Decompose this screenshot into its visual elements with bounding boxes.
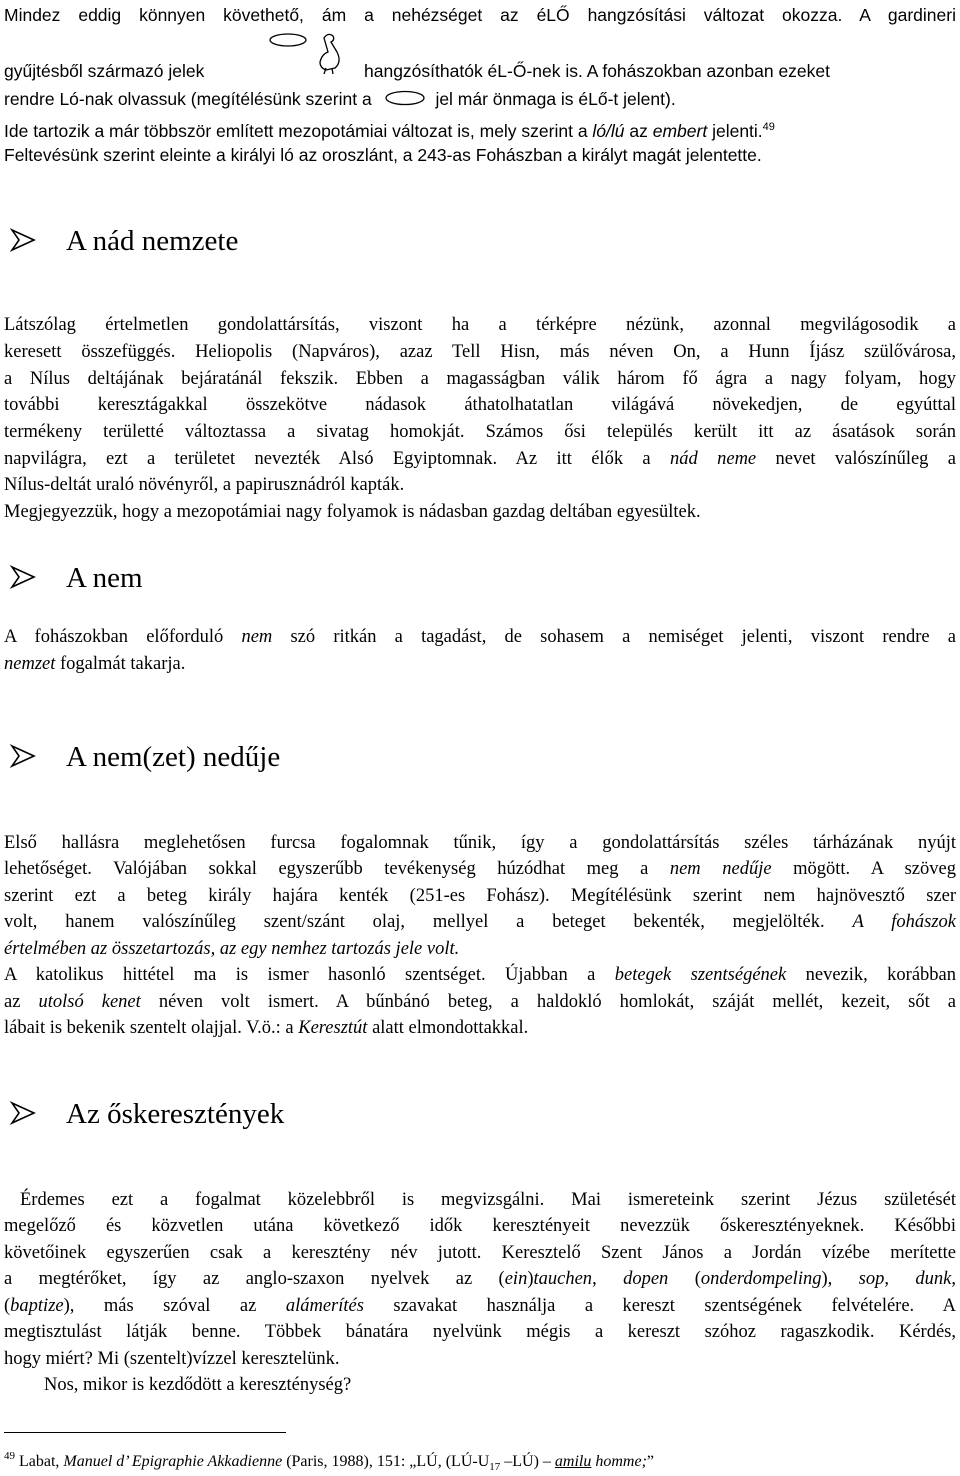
intro-line-4 (4, 114, 775, 144)
text: szó ritkán a tagadást, de sohasem a nemiséget jelenti, viszont rendre a (272, 627, 956, 647)
arrow-bullet-icon (10, 1101, 36, 1125)
text: volt, hanem valószínűleg szent/szánt olaj, mellyel a beteget bekenték, megjelölték. (4, 912, 853, 932)
paragraph-line (20, 1187, 956, 1213)
paragraph-line (44, 1372, 351, 1398)
text: ), más szóval az (63, 1296, 286, 1316)
text: további keresztágakkal összekötve nádasok áthatolhatatlan világává növekedjen, de egyúttal (4, 395, 956, 415)
text: a megtérőket, így az anglo-szaxon nyelvek az ( (4, 1269, 505, 1289)
text: Első hallásra meglehetősen furcsa fogalomnak tűnik, így a gondolattársítás széles tárházának nyújt (4, 833, 956, 853)
paragraph-line (4, 883, 956, 909)
text: szerint ezt a beteg király hajára kenték (251-es Fohász). Megítélésünk szerint nem hajnövesztő szer (4, 886, 956, 906)
text: alatt elmondottakkal. (367, 1018, 529, 1038)
heading-text: A nád nemzete (66, 225, 239, 257)
paragraph-line (4, 936, 459, 962)
text: ), (821, 1269, 859, 1289)
text: jel már önmaga is éLő-t jelent). (435, 89, 676, 109)
text: az (624, 121, 653, 141)
text: dunk (915, 1269, 952, 1289)
section-heading (10, 740, 280, 774)
text: Nos, mikor is kezdődött a kereszténység? (44, 1375, 352, 1395)
footnote-divider (4, 1432, 286, 1433)
text: Labat, (15, 1453, 64, 1470)
paragraph-line (4, 624, 956, 650)
text: tauchen (533, 1269, 593, 1289)
text: nád neme (670, 449, 757, 469)
paragraph-line (4, 856, 956, 882)
text: lábait is bekenik szentelt olajjal. V.ö.: a (4, 1018, 299, 1038)
text: Manuel d’ Epigraphie Akkadienne (63, 1453, 283, 1470)
text: 17 (489, 1461, 501, 1473)
heading-text: Az őskeresztények (66, 1098, 285, 1130)
text: nem (241, 627, 273, 647)
text: a Nílus deltájának bejáratánál fekszik. Ebben a magasságban válik három fő ágra a nagy folyam, hogy (4, 369, 956, 389)
arrow-bullet-icon (10, 228, 36, 252)
paragraph-line (4, 1015, 528, 1041)
text: ló/lú (592, 121, 625, 141)
text: Ide tartozik a már többször említett mezopotámiai változat is, mely szerint a (4, 121, 593, 141)
text: szavakat használja a kereszt szentségének felvételére. A (363, 1296, 956, 1316)
paragraph-line (4, 989, 956, 1015)
text: alámerítés (285, 1296, 364, 1316)
text: nem nedűje (669, 859, 772, 879)
paragraph-line (4, 1266, 956, 1292)
footnote-number: 49 (4, 1450, 15, 1462)
text: A fohászokban előforduló (4, 627, 242, 647)
text: , (592, 1269, 624, 1289)
paragraph-line (4, 909, 956, 935)
text: Mindez eddig könnyen követhető, ám a nehézséget az éLŐ hangzósítási változat okozza. A gardineri (4, 5, 956, 25)
text: Megjegyezzük, hogy a mezopotámiai nagy folyamok is nádasban gazdag deltában egyesültek. (4, 502, 701, 522)
text: betegek szentségének (614, 965, 787, 985)
paragraph-line (4, 419, 956, 445)
paragraph-line (4, 962, 956, 988)
text: jelenti. (707, 121, 763, 141)
text: ) (527, 1269, 534, 1289)
text: amilu (554, 1453, 592, 1470)
section-heading (10, 224, 238, 258)
text: utolsó kenet (38, 992, 141, 1012)
text: ( (668, 1269, 701, 1289)
text: az (4, 992, 39, 1012)
arrow-bullet-icon (10, 565, 36, 589)
intro-line-5 (4, 142, 762, 168)
text: lehetőséget. Valójában sokkal egyszerűbb tevékenység húzódhat meg a (4, 859, 670, 879)
text: dopen (623, 1269, 669, 1289)
text: Feltevésünk szerint eleinte a királyi ló az oroszlánt, a 243-as Fohászban a királyt magát jelentette. (4, 145, 762, 165)
text: nevezik, korábban (786, 965, 957, 985)
text: baptize (10, 1296, 64, 1316)
text: nemzet (4, 654, 56, 674)
text: fogalmát takarja. (55, 654, 186, 674)
text: homme; (595, 1453, 647, 1470)
text: Keresztút (298, 1018, 368, 1038)
text: rendre Ló-nak olvassuk (megítélésünk szerint a (4, 89, 372, 109)
paragraph-line (4, 1293, 956, 1319)
paragraph-line (4, 312, 956, 338)
section-heading (10, 561, 143, 595)
text: A katolikus hittétel ma is ismer hasonló szentséget. Újabban a (4, 965, 615, 985)
text: –LÚ) – (500, 1453, 555, 1470)
text: A fohászok (852, 912, 956, 932)
text: ( (4, 1296, 11, 1316)
paragraph-line (4, 392, 956, 418)
text: ein (504, 1269, 528, 1289)
text: követőinek egyszerűen csak a keresztény név jutott. Keresztelő Szent János a Jordán vízébe merítette (4, 1243, 956, 1263)
text: onderdompeling (700, 1269, 822, 1289)
section-heading (10, 1097, 284, 1131)
text: , (884, 1269, 916, 1289)
paragraph-line (4, 1346, 339, 1372)
text: mögött. A szöveg (771, 859, 956, 879)
text: termékeny területté változtassa a sivatag homokját. Számos ősi település került itt az ásatások során (4, 422, 956, 442)
paragraph-line (4, 1240, 956, 1266)
paragraph-line (4, 446, 956, 472)
intro-line-3 (4, 86, 676, 112)
paragraph-line (4, 1213, 956, 1239)
text: ” (646, 1453, 655, 1470)
text: megelőző és közvetlen utána következő idők keresztényeit nevezzük őskeresztényeknek. Későbbi (4, 1216, 956, 1236)
text: nevet valószínűleg a (756, 449, 956, 469)
text: gyűjtésből származó jelek (4, 61, 205, 81)
paragraph-line (4, 651, 185, 677)
paragraph-line (4, 472, 404, 498)
text: megtisztulást látják benne. Többek bánatára nyelvünk mégis a kereszt szóhoz ragaszkodik. Kérdés, (4, 1322, 956, 1342)
hieroglyph-mouth-bird-icon (266, 30, 356, 74)
text: napvilágra, ezt a területet nevezték Alsó Egyiptomnak. Az itt élők a (4, 449, 670, 469)
hieroglyph-mouth-icon (383, 88, 429, 108)
heading-text: A nem(zet) nedűje (66, 741, 281, 773)
text: Érdemes ezt a fogalmat közelebbről is megvizsgálni. Mai ismereteink szerint Jézus születését (20, 1190, 956, 1210)
text: hogy miért? Mi (szentelt)vízzel keresztelünk. (4, 1349, 340, 1369)
text: hangzósíthatók éL-Ő-nek is. A fohászokban azonban ezeket (364, 61, 831, 81)
paragraph-line (4, 339, 956, 365)
intro-line-1 (4, 2, 956, 28)
intro-line-2 (4, 58, 956, 84)
paragraph-line (4, 1319, 956, 1345)
text: Nílus-deltát uraló növényről, a papirusznádról kapták. (4, 475, 405, 495)
text: néven volt ismert. A bűnbánó beteg, a haldokló homlokát, száját mellét, kezeit, sőt a (140, 992, 956, 1012)
text: embert (652, 121, 708, 141)
arrow-bullet-icon (10, 744, 36, 768)
text: értelmében az összetartozás, az egy nemhez tartozás jele volt. (4, 939, 460, 959)
text: keresett összefüggés. Heliopolis (Napváros), azaz Tell Hisn, más néven On, a Hunn Íjász szülővárosa, (4, 342, 956, 362)
heading-text: A nem (66, 562, 143, 594)
paragraph-line (4, 499, 701, 525)
footnote-ref[interactable]: 49 (762, 121, 775, 133)
text: , (951, 1269, 956, 1289)
text: sop (858, 1269, 885, 1289)
text: Látszólag értelmetlen gondolattársítás, viszont ha a térképre nézünk, azonnal megvilágosodik a (4, 315, 956, 335)
footnote (4, 1450, 654, 1473)
text: (Paris, 1988), 151: „LÚ, (LÚ-U (282, 1453, 490, 1470)
paragraph-line (4, 366, 956, 392)
paragraph-line (4, 830, 956, 856)
